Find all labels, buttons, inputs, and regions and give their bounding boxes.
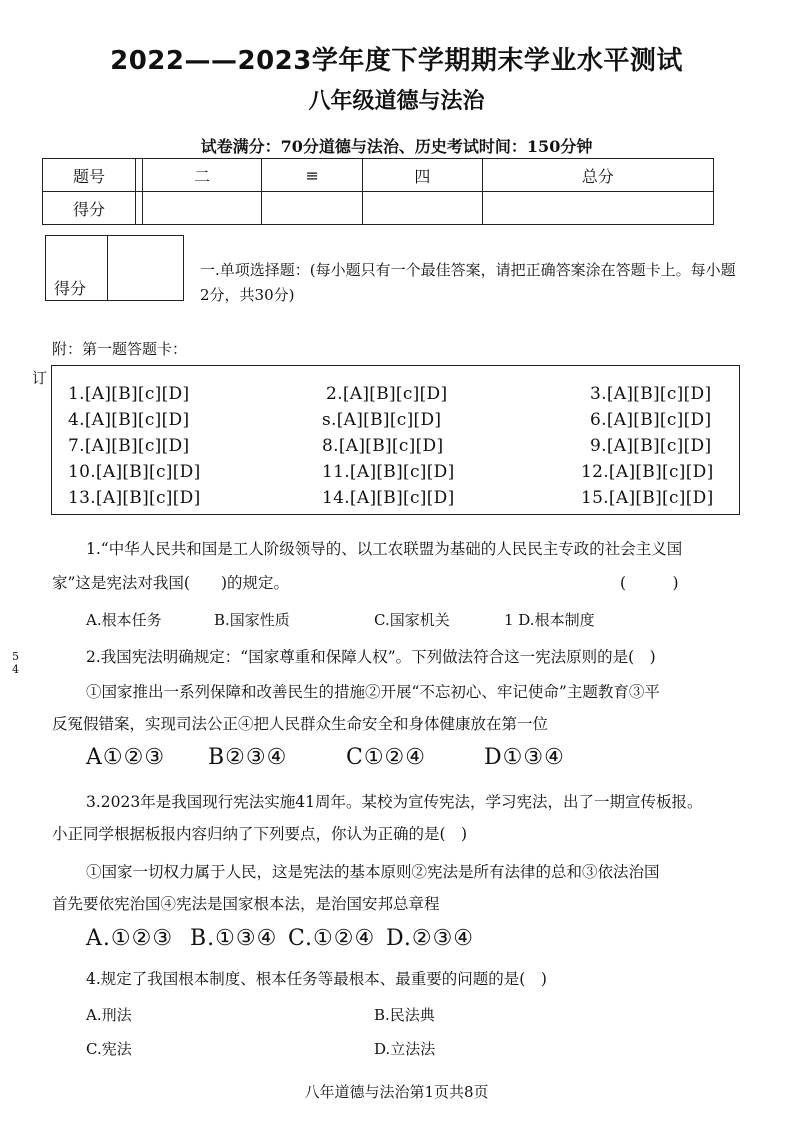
section-score-label: 得分: [54, 279, 87, 298]
question-3-option-b[interactable]: B.①③④: [190, 926, 278, 951]
section1-instruction: 一.单项选择题：(每小题只有一个最佳答案，请把正确答案涂在答题卡上。每小题2分，共30分): [200, 261, 736, 304]
question-2-stem: 2.我国宪法明确规定：“国家尊重和保障人权”。下列做法符合这一宪法原则的是( ): [86, 648, 656, 666]
answer-item[interactable]: 14.[A][B][c][D]: [322, 488, 455, 508]
answer-item[interactable]: 11.[A][B][c][D]: [322, 462, 455, 482]
question-4-option-c[interactable]: C.宪法: [86, 1040, 132, 1058]
exam-info: 试卷满分：70分道德与法治、历史考试时间：150分钟: [200, 137, 593, 156]
score-cell: 得分: [43, 192, 136, 225]
binding-margin-mark: 订: [32, 369, 48, 387]
question-2-statements-cont: 反冤假错案，实现司法公正④把人民群众生命安全和身体健康放在第一位: [52, 715, 549, 733]
score-cell-empty: [363, 192, 482, 225]
score-cell: ≡: [262, 159, 363, 192]
score-cell-empty: [262, 192, 363, 225]
question-2-statements: ①国家推出一系列保障和改善民生的措施②开展“不忘初心、牢记使命”主题教育③平: [86, 683, 660, 701]
question-2-option-c[interactable]: C①②④: [346, 745, 427, 770]
question-3-stem: 3.2023年是我国现行宪法实施41周年。某校为宣传宪法，学习宪法，出了一期宣传板报。: [86, 793, 703, 811]
question-1-option-d[interactable]: 1 D.根本制度: [504, 611, 595, 629]
score-cell: 二: [143, 159, 262, 192]
question-1-option-b[interactable]: B.国家性质: [214, 611, 290, 629]
question-1-stem-cont: 家”这是宪法对我国( )的规定。: [52, 574, 290, 592]
answer-item[interactable]: 12.[A][B][c][D]: [581, 462, 714, 482]
question-3-statements-cont: 首先要依宪治国④宪法是国家根本法，是治国安邦总章程: [52, 895, 440, 913]
question-3-option-a[interactable]: A.①②③: [86, 926, 174, 951]
question-3-stem-cont: 小正同学根据板报内容归纳了下列要点，你认为正确的是( ): [52, 825, 468, 843]
question-1-option-a[interactable]: A.根本任务: [86, 611, 162, 629]
answer-item[interactable]: 8.[A][B][c][D]: [322, 436, 444, 456]
answer-item[interactable]: 2.[A][B][c][D]: [326, 384, 448, 404]
score-cell: 四: [363, 159, 482, 192]
page-footer: 八年道德与法治第1页共8页: [304, 1083, 489, 1101]
answer-item[interactable]: 15.[A][B][c][D]: [581, 488, 714, 508]
answer-item[interactable]: 3.[A][B][c][D]: [590, 384, 712, 404]
question-1-answer-paren: ( ): [620, 574, 679, 592]
question-2-option-b[interactable]: B②③④: [208, 745, 288, 770]
question-3-option-c[interactable]: C.①②④: [288, 926, 376, 951]
exam-title: 2022——2023学年度下学期期末学业水平测试: [110, 46, 683, 76]
answer-item[interactable]: s.[A][B][c][D]: [322, 410, 442, 430]
score-cell: 总分: [482, 159, 713, 192]
answer-item[interactable]: 10.[A][B][c][D]: [68, 462, 201, 482]
score-table-header-row: [43, 159, 714, 192]
subject-title: 八年级道德与法治: [308, 89, 485, 114]
question-2-option-a[interactable]: A①②③: [86, 745, 166, 770]
answer-card: [51, 365, 740, 515]
answer-item[interactable]: 9.[A][B][c][D]: [590, 436, 712, 456]
answer-item[interactable]: 1.[A][B][c][D]: [68, 384, 190, 404]
question-4-stem: 4.规定了我国根本制度、根本任务等最根本、最重要的问题的是( ): [86, 970, 547, 988]
question-4-option-d[interactable]: D.立法法: [374, 1040, 436, 1058]
score-table: [42, 158, 714, 225]
score-box-divider: [107, 236, 108, 300]
question-4-option-a[interactable]: A.刑法: [86, 1006, 132, 1024]
question-3-statements: ①国家一切权力属于人民，这是宪法的基本原则②宪法是所有法律的总和③依法治国: [86, 863, 660, 881]
answer-item[interactable]: 6.[A][B][c][D]: [590, 410, 712, 430]
score-cell-empty: [143, 192, 262, 225]
question-1-option-c[interactable]: C.国家机关: [374, 611, 450, 629]
side-numbers: 5 4: [12, 650, 19, 676]
score-table-score-row: [43, 192, 714, 225]
score-cell: 题号: [43, 159, 136, 192]
question-3-option-d[interactable]: D.②③④: [386, 926, 475, 951]
score-cell-empty: [482, 192, 713, 225]
answer-item[interactable]: 4.[A][B][c][D]: [68, 410, 190, 430]
section-score-box: [45, 235, 184, 301]
question-2-option-d[interactable]: D①③④: [484, 745, 565, 770]
appendix-label: 附：第一题答题卡：: [52, 340, 188, 358]
answer-item[interactable]: 13.[A][B][c][D]: [68, 488, 201, 508]
question-4-option-b[interactable]: B.民法典: [374, 1006, 435, 1024]
score-cell: [136, 159, 143, 192]
question-1-stem: 1.“中华人民共和国是工人阶级领导的、以工农联盟为基础的人民民主专政的社会主义国: [86, 540, 683, 558]
score-cell-empty: [136, 192, 143, 225]
answer-item[interactable]: 7.[A][B][c][D]: [68, 436, 190, 456]
